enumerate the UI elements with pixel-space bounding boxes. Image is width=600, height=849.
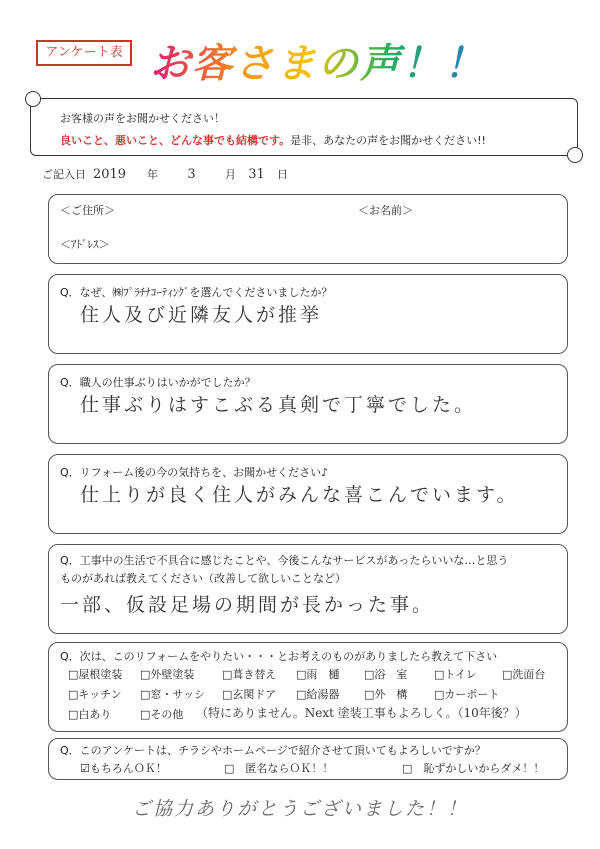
intro-line1: お客様の声をお聞かせください！ <box>60 112 225 125</box>
option-wall-paint[interactable]: □外壁塗装 <box>140 668 195 681</box>
q1-question: Q．なぜ、㈱ﾌﾟﾗﾁﾅｺｰﾃｨﾝｸﾞを選んでくださいましたか？ <box>60 286 333 299</box>
option-termite[interactable]: □白あり <box>68 708 112 721</box>
q5-other-answer: （特にありません。Next 塗装工事もよろしく。（10年後？） <box>196 706 527 720</box>
option-exterior[interactable]: □外 構 <box>364 688 408 701</box>
option-washbasin[interactable]: □洗面台 <box>502 668 546 681</box>
q4-question-line1: Q．工事中の生活で不具合に感じたことや、今後こんなサービスがあったらいいな…と思う <box>60 554 509 567</box>
date-year-unit: 年 <box>147 168 158 181</box>
date-day: 31 <box>248 167 265 182</box>
option-bathroom[interactable]: □浴 室 <box>364 668 408 681</box>
option-reroof[interactable]: □葺き替え <box>222 668 277 681</box>
date-year: 2019 <box>92 167 127 182</box>
option-window-sash[interactable]: □窓・サッシ <box>140 688 206 701</box>
q4-question-line2: ものがあれば教えてください（改善して欲しいことなど） <box>60 572 346 585</box>
option-entrance-door[interactable]: □玄関ドア <box>222 688 277 701</box>
entry-date <box>42 166 288 182</box>
intro-line2 <box>60 132 486 148</box>
q2-question: Q．職人の仕事ぶりはいかがでしたか？ <box>60 376 256 389</box>
date-month: 3 <box>187 167 196 182</box>
q2-answer: 仕事ぶりはすこぶる真剣で丁寧でした。 <box>80 394 477 416</box>
name-label: ＜お名前＞ <box>358 204 413 217</box>
option-carport[interactable]: □カーポート <box>434 688 500 701</box>
date-label: ご記入日 <box>42 168 86 181</box>
date-day-unit: 日 <box>277 168 288 181</box>
option-other[interactable]: □その他 <box>140 708 184 721</box>
q6-question: Q．このアンケートは、チラシやホームページで紹介させて頂いてもよろしいですか？ <box>60 744 486 757</box>
q3-answer: 仕上りが良く住人がみんな喜こんでいます。 <box>80 484 519 506</box>
customer-info-box <box>48 194 568 264</box>
q6-option-no[interactable]: □ 恥ずかしいからダメ！！ <box>402 762 545 775</box>
option-water-heater[interactable]: □給湯器 <box>296 688 340 701</box>
date-month-unit: 月 <box>225 168 236 181</box>
q1-answer: 住人及び近隣友人が推挙 <box>80 304 323 326</box>
option-kitchen[interactable]: □キッチン <box>68 688 122 701</box>
page-title: お客さまの声！！ <box>150 34 550 94</box>
q5-question: Q．次は、このリフォームをやりたい・・・とお考えのものがありましたら教えて下さい <box>60 650 498 663</box>
intro-line2-highlight: 良いこと、悪いこと、どんな事でも結構です。 <box>60 134 291 147</box>
option-gutter[interactable]: □雨 樋 <box>296 668 340 681</box>
email-label: ＜ｱﾄﾞﾚｽ＞ <box>60 238 110 251</box>
q4-answer: 一部、仮設足場の期間が長かった事。 <box>60 594 435 616</box>
address-label: ＜ご住所＞ <box>60 204 115 217</box>
intro-line2-rest: 是非、あなたの声をお聞かせください!! <box>290 134 486 147</box>
thanks-message: ご協力ありがとうございました！！ <box>131 798 468 820</box>
q6-option-anonymous[interactable]: □ 匿名ならＯＫ！！ <box>224 762 334 775</box>
option-roof-paint[interactable]: □屋根塗装 <box>68 668 123 681</box>
survey-tag: アンケート表 <box>36 40 132 66</box>
option-toilet[interactable]: □トイレ <box>434 668 477 681</box>
q6-option-ok[interactable]: ☑もちろんＯＫ！ <box>80 762 167 775</box>
q3-question: Q．リフォーム後の今の気持ちを、お聞かせください♪ <box>60 466 329 479</box>
